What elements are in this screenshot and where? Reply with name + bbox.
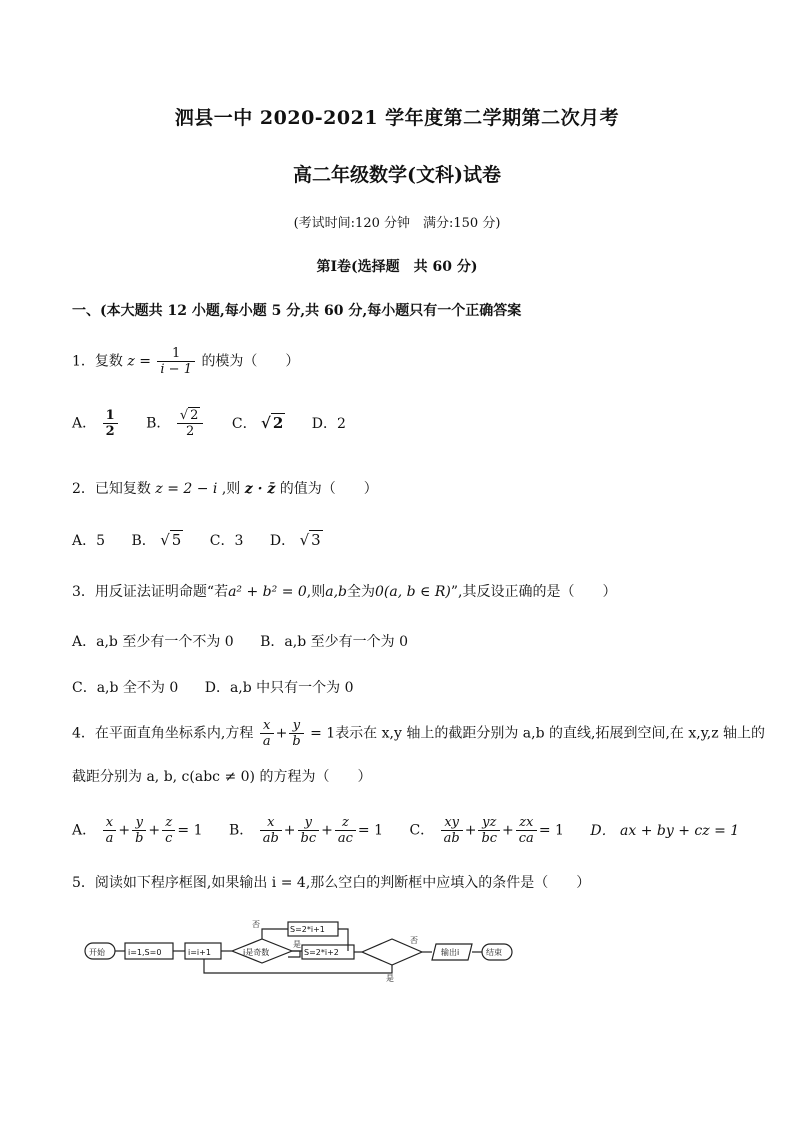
exam-title: 泗县一中 2020-2021 学年度第二学期第二次月考 [174,107,620,129]
q4-c-rhs: = 1 [538,822,564,839]
q2-options [72,530,345,550]
q4-frac-y [289,718,303,749]
q4-a-term-1-num: x [103,815,117,831]
q4-a-term-1-den: a [105,831,114,846]
flowchart-start: 开始 [89,948,105,957]
q1-option-a [72,408,120,439]
q4-a-term-3 [162,815,175,846]
q1-option-b-num: √ 2 [177,408,204,424]
q1-option-c [232,413,285,433]
q1-option-b-label: B． [146,415,171,432]
flowchart-no1: 否 [252,920,260,929]
q4-text-a: 4．在平面直角坐标系内,方程 [72,725,254,742]
q3-options-row2 [72,677,376,697]
q2-option-b-label: B． [131,533,156,549]
flowchart-init: i=1,S=0 [128,948,162,957]
q4-c-term-2-num: yz [478,815,500,831]
q2-suffix: 的值为（ ） [279,481,378,497]
flowchart-no2: 否 [410,936,418,945]
q4-a-term-3-den: c [165,831,173,846]
q4-b-term-3-den: ac [337,831,353,846]
q3-ab: a,b [325,584,347,600]
q1-option-b-frac [177,408,204,439]
q1-frac-num: 1 [157,346,195,362]
q2-option-d-sqrt: √ 3 [299,531,321,549]
q1-options [72,408,368,439]
q1-option-c-label: C． [231,415,257,432]
q2-option-d [270,530,323,550]
volume-heading: 第Ⅰ卷(选择题 共 60 分) [316,259,478,275]
q4-line2: 截距分别为 a, b, c(abc ≠ 0) 的方程为（ ） [72,769,372,785]
q1-frac-den: i − 1 [160,362,192,377]
question-1 [72,346,299,377]
q1-option-c-sqrt: √ 2 [261,413,284,432]
q3-expr: a² + b² = 0 [228,584,307,600]
q4-frac-y-den: b [292,734,301,749]
q4-c-term-3 [516,815,537,846]
q2-option-a: A．5 [72,533,106,549]
q1-option-a-den: 2 [105,424,115,439]
q1-option-a-frac [103,408,118,439]
q4-option-d: D． ax + by + cz = 1 [590,822,740,839]
exam-subtitle: 高二年级数学(文科)试卷 [293,164,501,186]
flowchart-yes1: 是 [293,940,301,949]
q3-text-d: ”,其反设正确的是（ ） [450,584,617,600]
q4-a-term-1 [103,815,117,846]
q1-option-d: D．2 [311,415,346,432]
q4-b-term-3 [335,815,356,846]
q1-option-c-rad: 2 [272,413,284,432]
q4-frac-x-num: x [260,718,274,734]
question-2 [72,478,378,498]
q4-plus: + [275,725,288,742]
q3-text-c: 全为 [347,584,375,600]
q4-a-term-2 [132,815,146,846]
q4-c-term-2 [478,815,500,846]
q1-option-a-label: A． [72,415,97,432]
q4-b-term-1 [260,815,282,846]
q4-a-term-3-num: z [162,815,175,831]
q2-option-b [131,530,183,550]
question-4 [72,718,765,749]
q4-a-term-2-den: b [135,831,144,846]
q2-option-c: C．3 [209,533,244,549]
q4-text-b: 表示在 x,y 轴上的截距分别为 a,b 的直线,拓展到空间,在 x,y,z 轴上的 [335,725,766,742]
q3-option-b: B．a,b 至少有一个为 0 [260,634,408,650]
q4-c-term-3-den: ca [518,831,534,846]
q4-b-rhs: = 1 [357,822,383,839]
q2-expr: z = 2 − i [155,481,218,497]
q4-c-term-2-den: bc [481,831,498,846]
q2-prefix: 2．已知复数 [72,481,151,497]
q3-option-a: A．a,b 至少有一个不为 0 [72,634,234,650]
flowchart [80,915,520,990]
q4-frac-y-num: y [289,718,303,734]
q1-option-b-rad: 2 [190,408,199,423]
flowchart-box-bottom: S=2*i+2 [304,948,339,957]
q4-b-term-2 [298,815,320,846]
q4-b-term-2-num: y [298,815,320,831]
q2-option-d-label: D． [269,533,296,549]
q3-option-c: C．a,b 全不为 0 [72,680,179,696]
q4-b-term-1-num: x [260,815,282,831]
flowchart-end: 结束 [486,948,502,957]
q3-text-b: ,则 [306,584,326,600]
q2-zz: z · z̄ [244,481,276,497]
q3-options-row1 [72,631,430,651]
question-5: 5．阅读如下程序框图,如果输出 i = 4,那么空白的判断框中应填入的条件是（ ） [72,875,591,891]
q4-c-term-1-num: xy [441,815,463,831]
q2-option-b-sqrt: √ 5 [160,531,182,549]
flowchart-decision: i是奇数 [243,948,270,957]
q3-text-a: 3．用反证法证明命题“若 [72,584,229,600]
q4-option-b-label: B． [228,822,254,839]
q4-c-term-1 [441,815,463,846]
q4-c-term-1-den: ab [443,831,460,846]
q1-option-a-num: 1 [103,408,118,424]
flowchart-output: 输出i [441,948,460,957]
q2-option-d-rad: 3 [311,531,321,549]
q4-a-rhs: = 1 [177,822,203,839]
exam-info: (考试时间:120 分钟 满分:150 分) [293,216,501,231]
q1-option-b-den: 2 [185,424,195,439]
q4-option-b: B． $\frac{x}{ab}$ + $\frac{y}{bc}$ + $\frac{z}{ac}$ = 1 [228,815,383,846]
flowchart-box-top: S=2*i+1 [290,925,325,934]
q4-b-term-1-den: ab [262,831,279,846]
q1-fraction [157,346,195,377]
q3-cond: 0(a, b ∈ R) [375,584,451,600]
q1-z-eq: z = [127,353,151,370]
q4-option-c: C． $\frac{xy}{ab}$ + $\frac{yz}{bc}$ + $\frac{zx}{ca}$ = 1 [409,815,564,846]
q1-prefix: 1．复数 [72,353,123,370]
q4-b-term-2-den: bc [300,831,317,846]
section-heading: 一、(本大题共 12 小题,每小题 5 分,共 60 分,每小题只有一个正确答案 [72,303,522,319]
q4-b-term-3-num: z [335,815,356,831]
question-3 [72,581,616,601]
q4-options [72,815,761,846]
flowchart-incr: i=i+1 [188,948,211,957]
q4-frac-x [260,718,274,749]
q4-option-a-label: A． [72,822,97,839]
q4-a-term-2-num: y [132,815,146,831]
q1-suffix: 的模为（ ） [201,353,300,370]
q4-option-a: A． $\frac{x}{a}$ + $\frac{y}{b}$ + $\frac{z}{c}$ = 1 [72,815,203,846]
q4-frac-x-den: a [262,734,271,749]
q2-middle: ,则 [221,481,241,497]
q1-option-b [146,408,205,439]
q3-option-d: D．a,b 中只有一个为 0 [204,680,354,696]
q4-option-c-label: C． [409,822,435,839]
q4-c-term-3-num: zx [516,815,537,831]
q4-eq-rhs: = 1 [310,725,336,742]
flowchart-yes2: 是 [386,974,394,983]
q2-option-b-rad: 5 [171,531,182,549]
